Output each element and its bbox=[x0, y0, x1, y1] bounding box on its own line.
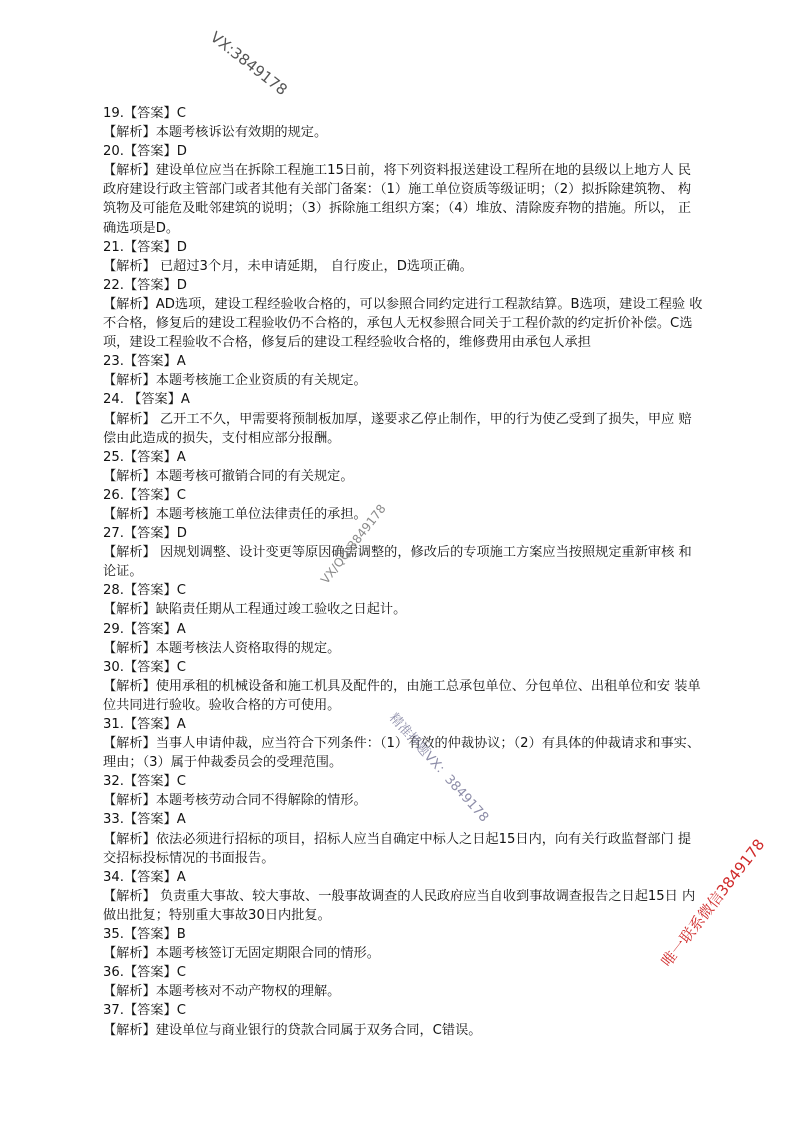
answer-header: 23.【答案】A bbox=[103, 354, 186, 370]
answer-header: 19.【答案】C bbox=[103, 106, 186, 121]
answer-header: 31.【答案】A bbox=[103, 717, 186, 732]
explanation-text: 【解析】本题考核法人资格取得的规定。 bbox=[103, 640, 341, 656]
answer-header: 27.【答案】D bbox=[103, 526, 187, 542]
answer-header: 29.【答案】A bbox=[103, 621, 186, 637]
answer-list bbox=[103, 104, 703, 1040]
explanation-text: 【解析】本题考核诉讼有效期的规定。 bbox=[103, 125, 328, 141]
answer-header: 30.【答案】C bbox=[103, 659, 186, 675]
explanation-text: 【解析】本题考核可撤销合同的有关规定。 bbox=[103, 468, 354, 484]
answer-header: 36.【答案】C bbox=[103, 965, 186, 981]
answer-header: 37.【答案】C bbox=[103, 1003, 186, 1019]
answer-header: 25.【答案】A bbox=[103, 449, 186, 465]
explanation-text: 【解析】本题考核劳动合同不得解除的情形。 bbox=[103, 793, 367, 809]
explanation-text: 【解析】 因规划调整、设计变更等原因确需调整的，修改后的专项施工方案应当按照规定重新审核 和论证。 bbox=[103, 545, 692, 580]
answer-header: 21.【答案】D bbox=[103, 239, 187, 255]
explanation-text: 【解析】本题考核签订无固定期限合同的情形。 bbox=[103, 946, 380, 962]
answer-header: 24. 【答案】A bbox=[103, 392, 190, 408]
answer-header: 28.【答案】C bbox=[103, 583, 186, 599]
explanation-text: 【解析】当事人申请仲裁，应当符合下列条件：（1）有效的仲裁协议；（2）有具体的仲裁请求和事实、理由；（3）属于仲裁委员会的受理范围。 bbox=[103, 736, 701, 771]
explanation-text: 【解析】本题考核施工单位法律责任的承担。 bbox=[103, 506, 367, 522]
answer-header: 32.【答案】C bbox=[103, 774, 186, 790]
explanation-text: 【解析】建设单位与商业银行的贷款合同属于双务合同，C错误。 bbox=[103, 1022, 482, 1038]
answer-header: 22.【答案】D bbox=[103, 277, 187, 293]
explanation-text: 【解析】本题考核对不动产物权的理解。 bbox=[103, 984, 341, 1000]
explanation-text: 【解析】 负责重大事故、较大事故、一般事故调查的人民政府应当自收到事故调查报告之日起15日 内做出批复；特别重大事故30日内批复。 bbox=[103, 888, 696, 923]
explanation-text: 【解析】使用承租的机械设备和施工机具及配件的，由施工总承包单位、分包单位、出租单位和安 装单位共同进行验收。验收合格的方可使用。 bbox=[103, 678, 701, 713]
explanation-text: 【解析】本题考核施工企业资质的有关规定。 bbox=[103, 373, 367, 389]
explanation-text: 【解析】缺陷责任期从工程通过竣工验收之日起计。 bbox=[103, 602, 407, 618]
watermark-middle-2: 精准押题VX：3849178 bbox=[385, 710, 492, 826]
explanation-text: 【解析】建设单位应当在拆除工程施工15日前，将下列资料报送建设工程所在地的县级以上地方人 民政府建设行政主管部门或者其他有关部门备案：（1）施工单位资质等级证明；（2）拟拆除建筑物、 构筑物及可能危及毗邻建筑的说明；（3）拆除施工组织方案；（4）堆放、清除废弃物的措施。所以， 正确选项是D。 bbox=[103, 163, 692, 236]
answer-header: 34.【答案】A bbox=[103, 869, 186, 885]
answer-header: 20.【答案】D bbox=[103, 144, 187, 160]
watermark-middle: VX/QQ:3849178 bbox=[318, 501, 389, 587]
watermark-top: VX:3849178 bbox=[206, 28, 291, 100]
explanation-text: 【解析】AD选项，建设工程经验收合格的，可以参照合同约定进行工程款结算。B选项，建设工程验 收不合格，修复后的建设工程验收仍不合格的，承包人无权参照合同关于工程价款的约定折价补偿。C选项，建设工程验收不合格，修复后的建设工程经验收合格的，维修费用由承包人承担 bbox=[103, 296, 703, 351]
answer-header: 33.【答案】A bbox=[103, 812, 186, 828]
explanation-text: 【解析】 乙开工不久，甲需要将预制板加厚，遂要求乙停止制作，甲的行为使乙受到了损失，甲应 赔偿由此造成的损失，支付相应部分报酬。 bbox=[103, 411, 692, 446]
answer-header: 35.【答案】B bbox=[103, 927, 186, 943]
explanation-text: 【解析】 已超过3个月，未申请延期， 自行废止，D选项正确。 bbox=[103, 258, 473, 274]
explanation-text: 【解析】依法必须进行招标的项目，招标人应当自确定中标人之日起15日内，向有关行政监督部门 提交招标投标情况的书面报告。 bbox=[103, 831, 692, 866]
watermark-right: 唯一联系微信3849178 bbox=[657, 835, 769, 971]
answer-header: 26.【答案】C bbox=[103, 487, 186, 503]
